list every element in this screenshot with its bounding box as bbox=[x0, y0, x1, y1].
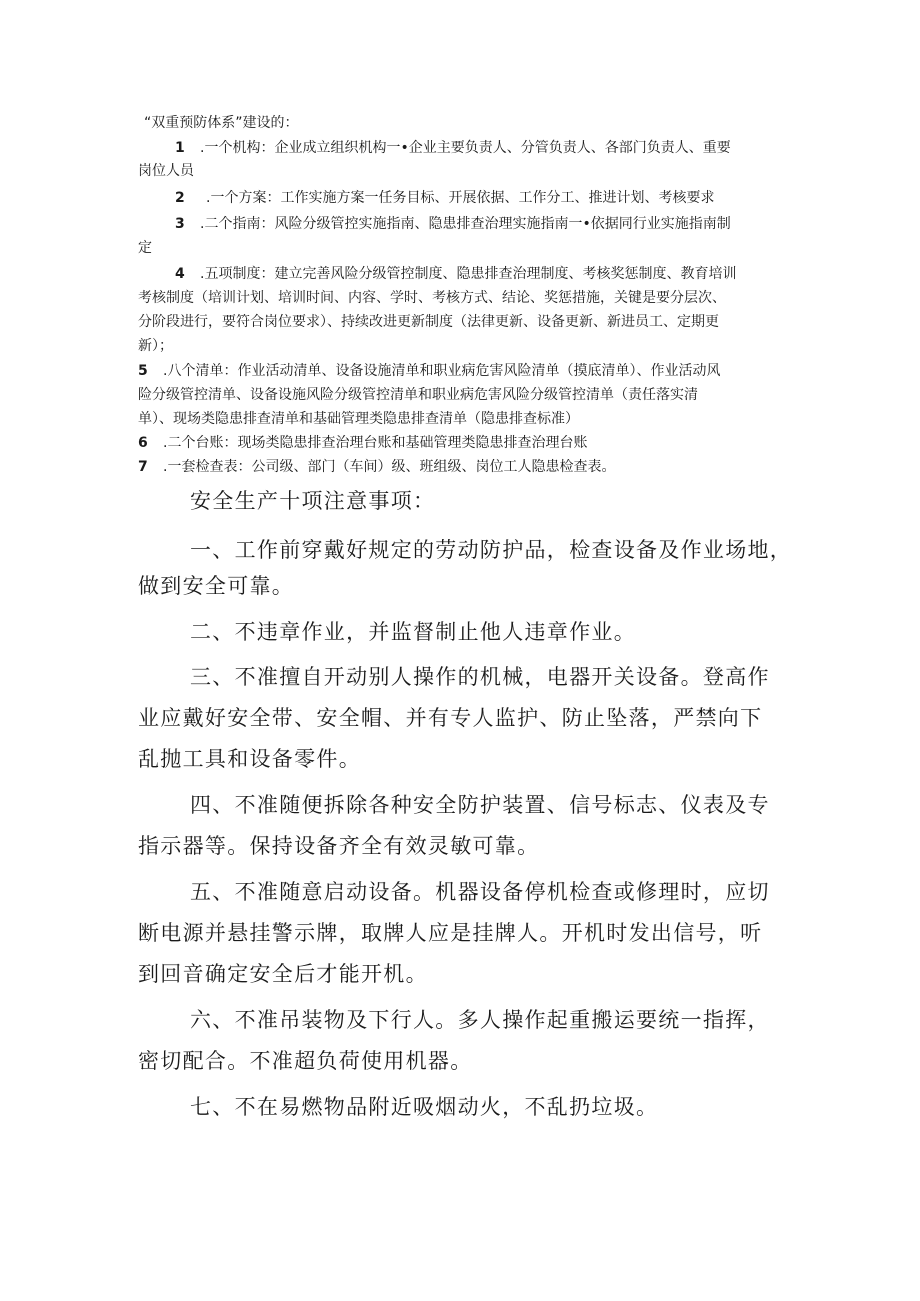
intro-item-7-line-1: 7 .一套检查表：公司级、部门（车间）级、班组级、岗位工人隐患检查表。 bbox=[138, 459, 616, 475]
note-6-line-2: 密切配合。不准超负荷使用机器。 bbox=[138, 1049, 473, 1073]
intro-item-6-line-1: 6 .二个台账：现场类隐患排查治理台账和基础管理类隐患排查治理台账 bbox=[138, 435, 588, 451]
intro-item-3-number: 3 bbox=[175, 216, 185, 232]
note-4-line-2: 指示器等。保持设备齐全有效灵敏可靠。 bbox=[138, 834, 540, 858]
note-4-line-1: 四、不准随便拆除各种安全防护装置、信号标志、仪表及专 bbox=[190, 793, 770, 817]
intro-item-2-number: 2 bbox=[175, 190, 185, 206]
intro-item-5-line-3: 单）、现场类隐患排查清单和基础管理类隐患排查清单（隐患排查标准） bbox=[138, 411, 579, 427]
intro-item-4-line-4: 新）； bbox=[138, 338, 173, 354]
intro-item-5-number: 5 bbox=[138, 363, 148, 379]
note-5-line-3: 到回音确定安全后才能开机。 bbox=[138, 962, 428, 986]
intro-item-1-line-2: 岗位人员 bbox=[138, 163, 194, 179]
intro-item-5-line-1: 5 .八个清单：作业活动清单、设备设施清单和职业病危害风险清单（摸底清单）、作业活动风 bbox=[138, 363, 721, 379]
intro-item-3-line-1: 3 .二个指南：风险分级管控实施指南、隐患排查治理实施指南一•依据同行业实施指南制 bbox=[175, 216, 731, 232]
intro-item-1-line-1: 1 .一个机构：企业成立组织机构一•企业主要负责人、分管负责人、各部门负责人、重要 bbox=[175, 140, 731, 156]
intro-item-2-line-1: 2 .一个方案：工作实施方案一任务目标、开展依据、工作分工、推进计划、考核要求 bbox=[175, 190, 715, 206]
intro-item-3-line-2: 定 bbox=[138, 240, 152, 256]
note-3-line-3: 乱抛工具和设备零件。 bbox=[138, 747, 361, 771]
note-6-line-1: 六、不准吊装物及下行人。多人操作起重搬运要统一指挥， bbox=[190, 1008, 770, 1032]
intro-item-4-number: 4 bbox=[175, 266, 185, 282]
intro-item-1-number: 1 bbox=[175, 140, 185, 156]
note-5-line-1: 五、不准随意启动设备。机器设备停机检查或修理时，应切 bbox=[190, 880, 770, 904]
note-1-line-2: 做到安全可靠。 bbox=[138, 574, 295, 598]
note-7-line-1: 七、不在易燃物品附近吸烟动火，不乱扔垃圾。 bbox=[190, 1095, 659, 1119]
note-2-line-1: 二、不违章作业，并监督制止他人违章作业。 bbox=[190, 620, 636, 644]
intro-item-4-line-3: 分阶段进行，要符合岗位要求）、持续改进更新制度（法律更新、设备更新、新进员工、定期更 bbox=[138, 314, 719, 330]
intro-item-7-number: 7 bbox=[138, 459, 148, 475]
intro-item-4-line-2: 考核制度（培训计划、培训时间、内容、学时、考核方式、结论、奖惩措施，关键是要分层次、 bbox=[138, 290, 726, 306]
intro-item-5-line-2: 险分级管控清单、设备设施风险分级管控清单和职业病危害风险分级管控清单（责任落实清 bbox=[138, 387, 698, 403]
note-3-line-2: 业应戴好安全带、安全帽、并有专人监护、防止坠落，严禁向下 bbox=[138, 706, 763, 730]
note-1-line-1: 一、工作前穿戴好规定的劳动防护品，检查设备及作业场地， bbox=[190, 538, 793, 562]
intro-item-6-number: 6 bbox=[138, 435, 148, 451]
notes-heading: 安全生产十项注意事项： bbox=[190, 489, 436, 513]
intro-item-4-line-1: 4 .五项制度：建立完善风险分级管控制度、隐患排查治理制度、考核奖惩制度、教育培训 bbox=[175, 266, 737, 282]
intro-heading: “双重预防体系”建设的： bbox=[144, 115, 299, 131]
note-5-line-2: 断电源并悬挂警示牌，取牌人应是挂牌人。开机时发出信号，听 bbox=[138, 921, 763, 945]
note-3-line-1: 三、不准擅自开动别人操作的机械，电器开关设备。登高作 bbox=[190, 665, 770, 689]
